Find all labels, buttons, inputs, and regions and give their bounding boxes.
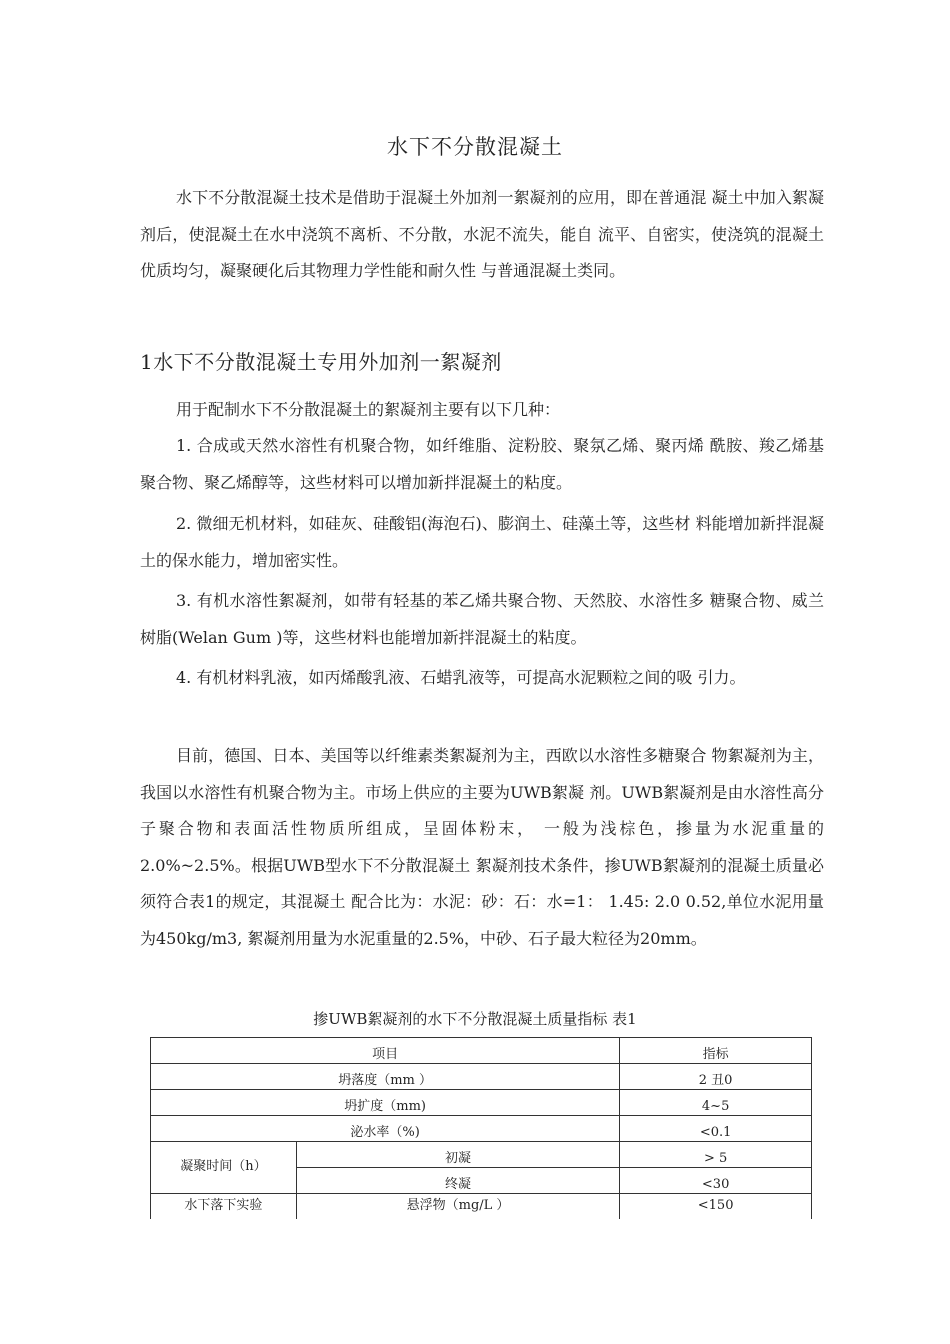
table-row xyxy=(151,1064,812,1090)
initial-setting-label: 初凝 xyxy=(296,1142,619,1168)
table-row xyxy=(151,1090,812,1116)
table-caption: 掺UWB絮凝剂的水下不分散混凝土质量指标 表1 xyxy=(313,1010,637,1028)
underwater-test-label: 水下落下实验 xyxy=(151,1194,297,1220)
final-setting-label: 终凝 xyxy=(296,1168,619,1194)
section1-heading: 1水下不分散混凝土专用外加剂一絮凝剂 xyxy=(140,350,502,374)
suspended-matter-label: 悬浮物（mg/L ） xyxy=(296,1194,619,1220)
list-item-2: 2. 微细无机材料，如硅灰、硅酸铝(海泡石)、膨润土、硅藻土等，这些材 料能增加新拌混凝土的保水能力，增加密实性。 xyxy=(140,514,824,570)
header-item: 项目 xyxy=(151,1038,620,1064)
table-row xyxy=(151,1142,812,1168)
setting-time-label: 凝聚时间（h） xyxy=(151,1142,297,1194)
list-item-3: 3. 有机水溶性絮凝剂，如带有轻基的苯乙烯共聚合物、天然胶、水溶性多 糖聚合物、威兰树脂(Welan Gum )等，这些材料也能增加新拌混凝土的粘度。 xyxy=(140,591,824,647)
current-status-paragraph: 目前，德国、日本、美国等以纤维素类絮凝剂为主，西欧以水溶性多糖聚合 物絮凝剂为主，我国以水溶性有机聚合物为主。市场上供应的主要为UWB絮凝 剂。UWB絮凝剂是由水溶性高分子聚合物和表面活性物质所组成，呈固体粉末， 一般为浅棕色，掺量为水泥重量的2.0%~2.5%。根据UWB型水下不分散混凝土 絮凝剂技术条件，掺UWB絮凝剂的混凝土质量必须符合表1的规定，其混凝土 配合比为：水泥：砂：石：水=1： 1.45: 2.0 0.52,单位水泥用量为450kg/m3, 絮凝剂用量为水泥重量的2.5%，中砂、石子最大粒径为20mm。 xyxy=(140,746,824,948)
section1-lead: 用于配制水下不分散混凝土的絮凝剂主要有以下几种： xyxy=(176,400,561,419)
intro-paragraph: 水下不分散混凝土技术是借助于混凝土外加剂一絮凝剂的应用，即在普通混 凝土中加入絮凝剂后，使混凝土在水中浇筑不离析、不分散，水泥不流失，能自 流平、自密实，使浇筑的混凝土优质均匀，凝聚硬化后其物理力学性能和耐久性 与普通混凝土类同。 xyxy=(140,188,824,280)
spread-value: 4~5 xyxy=(620,1090,812,1116)
slump-value: 2 丑0 xyxy=(620,1064,812,1090)
list-item-4: 4. 有机材料乳液，如丙烯酸乳液、石蜡乳液等，可提高水泥颗粒之间的吸 引力。 xyxy=(176,668,746,687)
slump-label: 坍落度（mm ） xyxy=(151,1064,620,1090)
header-index: 指标 xyxy=(620,1038,812,1064)
document-title: 水下不分散混凝土 xyxy=(387,135,563,159)
suspended-matter-value: <150 xyxy=(620,1194,812,1220)
final-setting-value: <30 xyxy=(620,1168,812,1194)
bleed-value: <0.1 xyxy=(620,1116,812,1142)
initial-setting-value: > 5 xyxy=(620,1142,812,1168)
table-header-row xyxy=(151,1038,812,1064)
table-row xyxy=(151,1194,812,1220)
list-item-1: 1. 合成或天然水溶性有机聚合物，如纤维脂、淀粉胶、聚氛乙烯、聚丙烯 酰胺、羧乙烯基聚合物、聚乙烯醇等，这些材料可以增加新拌混凝土的粘度。 xyxy=(140,436,824,492)
quality-index-table xyxy=(150,1037,812,1219)
bleed-label: 泌水率（%) xyxy=(151,1116,620,1142)
spread-label: 坍扩度（mm) xyxy=(151,1090,620,1116)
table-row xyxy=(151,1116,812,1142)
